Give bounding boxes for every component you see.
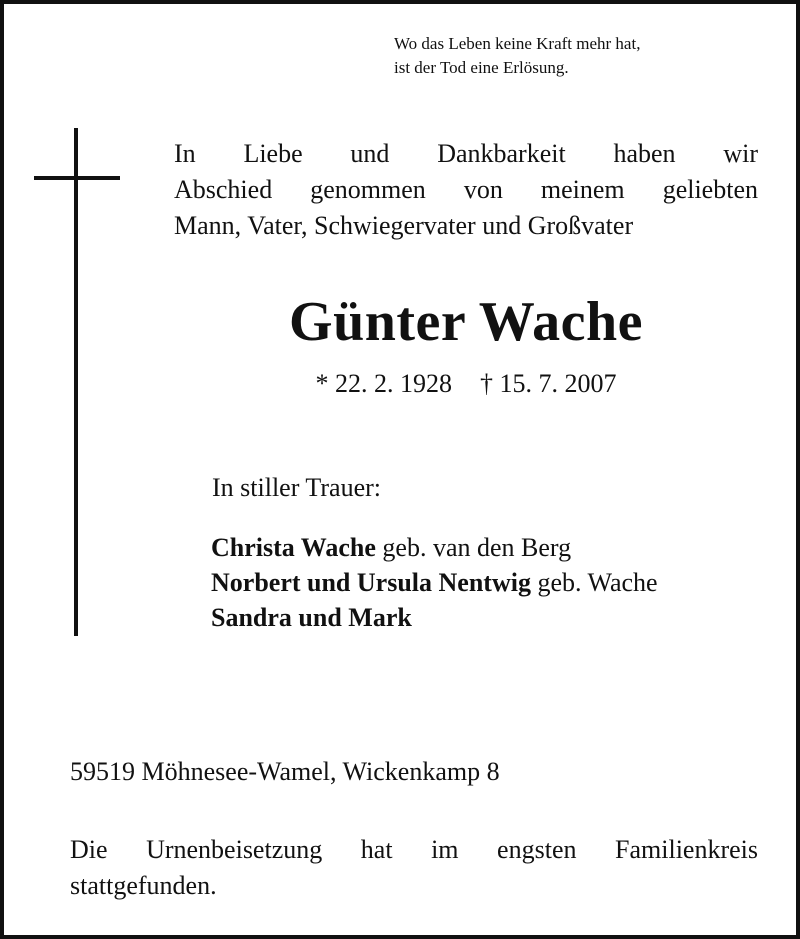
family-member-suffix: geb. van den Berg <box>375 533 572 562</box>
family-member-name: Sandra und Mark <box>211 603 412 632</box>
family-member <box>211 530 658 565</box>
family-list <box>211 530 658 635</box>
family-member <box>211 565 658 600</box>
burial-note <box>70 832 758 904</box>
intro-line-3: Mann, Vater, Schwiegervater und Großvater <box>174 211 634 240</box>
mourning-heading: In stiller Trauer: <box>212 473 381 502</box>
intro-line-1: In Liebe und Dankbarkeit haben wir <box>174 139 758 168</box>
family-member <box>211 600 658 635</box>
birth-date: * 22. 2. 1928 <box>315 369 452 398</box>
intro-text <box>174 136 758 244</box>
deceased-name: Günter Wache <box>289 291 643 353</box>
family-member-name: Christa Wache <box>211 533 376 562</box>
intro-line-2: Abschied genommen von meinem geliebten <box>174 175 758 204</box>
motto-quote <box>394 32 640 80</box>
cross-icon <box>74 128 78 636</box>
life-dates <box>174 366 758 402</box>
motto-line-2: ist der Tod eine Erlösung. <box>394 58 569 77</box>
burial-note-line-1: Die Urnenbeisetzung hat im engsten Familienkreis <box>70 835 758 864</box>
motto-line-1: Wo das Leben keine Kraft mehr hat, <box>394 34 641 53</box>
cross-icon-bar <box>34 176 120 180</box>
burial-note-line-2: stattgefunden. <box>70 871 217 900</box>
address: 59519 Möhnesee-Wamel, Wickenkamp 8 <box>70 757 500 786</box>
family-member-name: Norbert und Ursula Nentwig <box>211 568 531 597</box>
death-date: † 15. 7. 2007 <box>480 369 617 398</box>
family-member-suffix: geb. Wache <box>530 568 658 597</box>
